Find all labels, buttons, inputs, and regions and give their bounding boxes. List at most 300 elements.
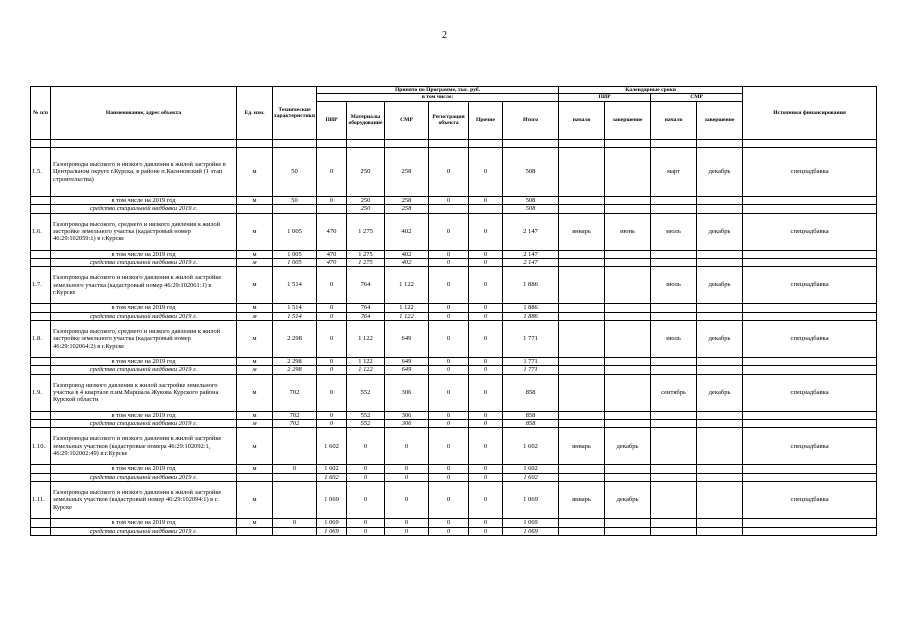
empty-cell xyxy=(605,205,651,213)
cell-pir-start: январь xyxy=(559,428,605,465)
cell-tech xyxy=(273,482,317,519)
cell-other: 0 xyxy=(469,267,503,304)
object-name: Газопровод низкого давления к жилой застройке земельного участка в 4 квартале п.им.Маршала Жукова Курского района Курской области xyxy=(51,374,237,411)
table-row xyxy=(31,321,877,358)
header-start-2: начало xyxy=(651,101,697,139)
empty-cell xyxy=(651,420,697,428)
funds-row xyxy=(31,527,877,535)
row-number: 1.8. xyxy=(31,321,51,358)
sub-cell-pir: 0 xyxy=(317,304,347,312)
cell-smr-end: декабрь xyxy=(697,213,743,250)
empty-cell xyxy=(697,527,743,535)
sub-cell-pir: 1 602 xyxy=(317,465,347,473)
empty-cell xyxy=(743,420,877,428)
sub-cell-unit: м xyxy=(237,304,273,312)
fund-label: средства специальной надбавки 2019 г. xyxy=(51,420,237,428)
header-unit: Ед. изм. xyxy=(237,87,273,140)
empty-cell xyxy=(605,465,651,473)
cell-tech: 2 298 xyxy=(273,321,317,358)
cell-unit: м xyxy=(237,267,273,304)
cell-pir-start xyxy=(559,374,605,411)
fund-label: средства специальной надбавки 2019 г. xyxy=(51,205,237,213)
empty-cell xyxy=(559,205,605,213)
cell-materials: 764 xyxy=(347,267,385,304)
funds-row xyxy=(31,420,877,428)
sub-cell-total: 1 069 xyxy=(503,519,559,527)
fund-label: средства специальной надбавки 2019 г. xyxy=(51,366,237,374)
sub-cell-total: 1 886 xyxy=(503,304,559,312)
sub-cell-tech: 50 xyxy=(273,196,317,204)
spacer-cell xyxy=(503,139,559,147)
fund-cell-smr: 0 xyxy=(385,527,429,535)
funds-row xyxy=(31,473,877,481)
sub-cell-tech: 1 514 xyxy=(273,304,317,312)
fund-cell-smr: 649 xyxy=(385,366,429,374)
empty-cell xyxy=(651,411,697,419)
year-subtotal-row xyxy=(31,411,877,419)
cell-registration: 0 xyxy=(429,374,469,411)
fund-cell-pir: 0 xyxy=(317,312,347,320)
fund-label: средства специальной надбавки 2019 г. xyxy=(51,312,237,320)
empty-cell xyxy=(559,366,605,374)
empty-cell xyxy=(743,196,877,204)
sub-cell-unit: м xyxy=(237,358,273,366)
empty-cell xyxy=(651,312,697,320)
cell-pir: 0 xyxy=(317,267,347,304)
sub-cell-other: 0 xyxy=(469,358,503,366)
spacer-cell xyxy=(697,139,743,147)
empty-cell xyxy=(651,358,697,366)
empty-cell xyxy=(743,527,877,535)
sub-cell-registration: 0 xyxy=(429,358,469,366)
fund-cell-tech: 2 298 xyxy=(273,366,317,374)
fund-cell-other: 0 xyxy=(469,366,503,374)
cell-smr: 0 xyxy=(385,482,429,519)
empty-cell xyxy=(651,519,697,527)
cell-smr-start: июль xyxy=(651,267,697,304)
empty-cell xyxy=(697,473,743,481)
cell-pir: 1 602 xyxy=(317,428,347,465)
cell-pir: 0 xyxy=(317,374,347,411)
cell-unit: м xyxy=(237,147,273,196)
cell-pir-end: июнь xyxy=(605,213,651,250)
cell-source: спецнадбавка xyxy=(743,267,877,304)
empty-cell xyxy=(743,366,877,374)
spacer-cell xyxy=(31,139,51,147)
fund-cell-total: 858 xyxy=(503,420,559,428)
empty-cell xyxy=(559,196,605,204)
empty-cell xyxy=(559,420,605,428)
cell-smr-end: декабрь xyxy=(697,267,743,304)
object-name: Газопроводы высокого и низкого давления к жилой застройке земельного участка (кадастровый номер 46:29:102061:1) в г.Курске xyxy=(51,267,237,304)
empty-cell xyxy=(31,358,51,366)
sub-cell-total: 2 147 xyxy=(503,250,559,258)
cell-smr: 306 xyxy=(385,374,429,411)
empty-cell xyxy=(559,473,605,481)
year-subtotal-row xyxy=(31,465,877,473)
year-subtotal-row xyxy=(31,250,877,258)
cell-other: 0 xyxy=(469,374,503,411)
spacer-cell xyxy=(347,139,385,147)
fund-cell-total: 1 771 xyxy=(503,366,559,374)
sub-cell-registration: 0 xyxy=(429,519,469,527)
cell-smr: 649 xyxy=(385,321,429,358)
empty-cell xyxy=(31,527,51,535)
cell-tech xyxy=(273,428,317,465)
cell-pir-start xyxy=(559,267,605,304)
spacer-cell xyxy=(559,139,605,147)
cell-pir-end: декабрь xyxy=(605,482,651,519)
header-cal-pir: ПИР xyxy=(559,94,651,101)
sub-cell-materials: 0 xyxy=(347,465,385,473)
empty-cell xyxy=(697,250,743,258)
fund-cell-smr: 258 xyxy=(385,205,429,213)
cell-source: спецнадбавка xyxy=(743,428,877,465)
cell-total: 1 069 xyxy=(503,482,559,519)
sub-cell-smr: 0 xyxy=(385,519,429,527)
sub-cell-total: 508 xyxy=(503,196,559,204)
empty-cell xyxy=(605,519,651,527)
row-number: 1.11. xyxy=(31,482,51,519)
sub-label: в том числе на 2019 год xyxy=(51,196,237,204)
fund-cell-total: 508 xyxy=(503,205,559,213)
funds-row xyxy=(31,205,877,213)
cell-other: 0 xyxy=(469,213,503,250)
cell-smr-start xyxy=(651,428,697,465)
spacer-cell xyxy=(237,139,273,147)
sub-cell-total: 1 771 xyxy=(503,358,559,366)
empty-cell xyxy=(559,250,605,258)
empty-cell xyxy=(31,519,51,527)
cell-source: спецнадбавка xyxy=(743,213,877,250)
cell-smr-start: июль xyxy=(651,321,697,358)
empty-cell xyxy=(651,366,697,374)
fund-cell-tech xyxy=(273,527,317,535)
cell-registration: 0 xyxy=(429,147,469,196)
cell-pir-end xyxy=(605,321,651,358)
fund-label: средства специальной надбавки 2019 г. xyxy=(51,473,237,481)
cell-other: 0 xyxy=(469,321,503,358)
empty-cell xyxy=(559,258,605,266)
sub-cell-smr: 402 xyxy=(385,250,429,258)
header-name: Наименование, адрес объекта xyxy=(51,87,237,140)
fund-cell-other: 0 xyxy=(469,527,503,535)
object-name: Газопроводы высокого и низкого давления к жилой застройке земельных участков (кадастровые номера 46:29:102092:1, 46:29:102002:49) в г.Курске xyxy=(51,428,237,465)
empty-cell xyxy=(559,312,605,320)
sub-cell-other: 0 xyxy=(469,250,503,258)
empty-cell xyxy=(605,304,651,312)
empty-cell xyxy=(743,250,877,258)
sub-label: в том числе на 2019 год xyxy=(51,358,237,366)
empty-cell xyxy=(605,527,651,535)
fund-cell-smr: 0 xyxy=(385,473,429,481)
empty-cell xyxy=(697,304,743,312)
empty-cell xyxy=(559,465,605,473)
cell-pir-end xyxy=(605,147,651,196)
empty-cell xyxy=(697,196,743,204)
fund-cell-tech: 1 005 xyxy=(273,258,317,266)
table-row xyxy=(31,213,877,250)
year-subtotal-row xyxy=(31,358,877,366)
table-row xyxy=(31,428,877,465)
sub-cell-tech: 702 xyxy=(273,411,317,419)
sub-cell-total: 858 xyxy=(503,411,559,419)
header-smr: СМР xyxy=(385,101,429,139)
sub-cell-pir: 0 xyxy=(317,358,347,366)
fund-label: средства специальной надбавки 2019 г. xyxy=(51,258,237,266)
fund-cell-materials: 250 xyxy=(347,205,385,213)
fund-cell-pir: 470 xyxy=(317,258,347,266)
empty-cell xyxy=(31,258,51,266)
fund-cell-registration: 0 xyxy=(429,420,469,428)
sub-cell-registration: 0 xyxy=(429,250,469,258)
fund-cell-unit xyxy=(237,527,273,535)
sub-cell-tech: 1 005 xyxy=(273,250,317,258)
fund-cell-pir: 1 602 xyxy=(317,473,347,481)
cell-registration: 0 xyxy=(429,482,469,519)
cell-source: спецнадбавка xyxy=(743,482,877,519)
spacer-cell xyxy=(273,139,317,147)
empty-cell xyxy=(697,258,743,266)
empty-cell xyxy=(559,519,605,527)
empty-cell xyxy=(605,250,651,258)
empty-cell xyxy=(697,358,743,366)
empty-cell xyxy=(31,205,51,213)
empty-cell xyxy=(743,205,877,213)
empty-cell xyxy=(31,473,51,481)
cell-smr: 402 xyxy=(385,213,429,250)
fund-cell-tech: 1 514 xyxy=(273,312,317,320)
page-number: 2 xyxy=(442,30,447,41)
year-subtotal-row xyxy=(31,304,877,312)
cell-pir-end xyxy=(605,374,651,411)
header-materials: Материалы оборудование xyxy=(347,101,385,139)
empty-cell xyxy=(651,304,697,312)
empty-cell xyxy=(651,250,697,258)
empty-cell xyxy=(605,196,651,204)
fund-cell-registration: 0 xyxy=(429,258,469,266)
spacer-cell xyxy=(51,139,237,147)
cell-smr-start: сентябрь xyxy=(651,374,697,411)
empty-cell xyxy=(559,411,605,419)
fund-cell-materials: 1 122 xyxy=(347,366,385,374)
empty-cell xyxy=(31,196,51,204)
cell-pir: 0 xyxy=(317,321,347,358)
cell-materials: 552 xyxy=(347,374,385,411)
fund-cell-pir: 0 xyxy=(317,420,347,428)
sub-cell-smr: 306 xyxy=(385,411,429,419)
header-accepted: Принято по Программе, тыс. руб. xyxy=(317,87,559,94)
empty-cell xyxy=(605,312,651,320)
header-incl: в том числе: xyxy=(317,94,559,101)
fund-cell-tech xyxy=(273,473,317,481)
header-start-1: начало xyxy=(559,101,605,139)
fund-cell-tech: 702 xyxy=(273,420,317,428)
cell-tech: 702 xyxy=(273,374,317,411)
fund-cell-materials: 552 xyxy=(347,420,385,428)
fund-cell-pir xyxy=(317,205,347,213)
empty-cell xyxy=(697,420,743,428)
cell-other: 0 xyxy=(469,428,503,465)
fund-cell-registration xyxy=(429,205,469,213)
cell-smr-end: декабрь xyxy=(697,147,743,196)
sub-cell-smr: 1 122 xyxy=(385,304,429,312)
row-number: 1.6. xyxy=(31,213,51,250)
fund-cell-smr: 402 xyxy=(385,258,429,266)
header-cal-smr: СМР xyxy=(651,94,743,101)
funds-row xyxy=(31,312,877,320)
cell-total: 1 602 xyxy=(503,428,559,465)
table-row xyxy=(31,482,877,519)
spacer-cell xyxy=(651,139,697,147)
empty-cell xyxy=(743,411,877,419)
cell-smr: 0 xyxy=(385,428,429,465)
fund-cell-total: 1 886 xyxy=(503,312,559,320)
sub-cell-materials: 1 122 xyxy=(347,358,385,366)
cell-pir: 470 xyxy=(317,213,347,250)
funds-row xyxy=(31,258,877,266)
cell-tech: 1 514 xyxy=(273,267,317,304)
sub-cell-materials: 1 275 xyxy=(347,250,385,258)
fund-cell-smr: 1 122 xyxy=(385,312,429,320)
cell-unit: м xyxy=(237,428,273,465)
empty-cell xyxy=(743,465,877,473)
empty-cell xyxy=(651,258,697,266)
sub-cell-materials: 0 xyxy=(347,519,385,527)
object-name: Газопроводы высокого, среднего и низкого давления к жилой застройке земельного участка (кадастровый номер 46:29:102064:2) в г.Курске xyxy=(51,321,237,358)
empty-cell xyxy=(697,205,743,213)
fund-cell-materials: 0 xyxy=(347,527,385,535)
empty-cell xyxy=(605,411,651,419)
sub-cell-pir: 470 xyxy=(317,250,347,258)
empty-cell xyxy=(697,519,743,527)
sub-cell-pir: 1 069 xyxy=(317,519,347,527)
sub-cell-registration: 0 xyxy=(429,304,469,312)
sub-cell-tech: 0 xyxy=(273,465,317,473)
header-pir: ПИР xyxy=(317,101,347,139)
sub-cell-tech: 0 xyxy=(273,519,317,527)
header-other: Прочие xyxy=(469,101,503,139)
sub-cell-total: 1 602 xyxy=(503,465,559,473)
fund-cell-unit: м xyxy=(237,312,273,320)
cell-materials: 250 xyxy=(347,147,385,196)
empty-cell xyxy=(31,411,51,419)
cell-registration: 0 xyxy=(429,428,469,465)
sub-label: в том числе на 2019 год xyxy=(51,519,237,527)
empty-cell xyxy=(31,312,51,320)
row-number: 1.10. xyxy=(31,428,51,465)
cell-total: 1 771 xyxy=(503,321,559,358)
table-row xyxy=(31,147,877,196)
cell-pir-start xyxy=(559,147,605,196)
fund-cell-other: 0 xyxy=(469,473,503,481)
cell-pir-start: январь xyxy=(559,213,605,250)
fund-cell-unit: м xyxy=(237,420,273,428)
cell-pir: 0 xyxy=(317,147,347,196)
cell-tech: 1 005 xyxy=(273,213,317,250)
cell-total: 858 xyxy=(503,374,559,411)
fund-cell-total: 1 602 xyxy=(503,473,559,481)
fund-cell-registration: 0 xyxy=(429,312,469,320)
sub-label: в том числе на 2019 год xyxy=(51,304,237,312)
empty-cell xyxy=(31,366,51,374)
spacer-cell xyxy=(429,139,469,147)
cell-registration: 0 xyxy=(429,267,469,304)
sub-cell-other: 0 xyxy=(469,304,503,312)
fund-cell-pir: 0 xyxy=(317,366,347,374)
cell-materials: 0 xyxy=(347,482,385,519)
year-subtotal-row xyxy=(31,196,877,204)
cell-materials: 1 122 xyxy=(347,321,385,358)
cell-other: 0 xyxy=(469,147,503,196)
cell-pir-end: декабрь xyxy=(605,428,651,465)
fund-cell-unit: м xyxy=(237,366,273,374)
cell-smr: 258 xyxy=(385,147,429,196)
empty-cell xyxy=(697,312,743,320)
table-row xyxy=(31,374,877,411)
sub-label: в том числе на 2019 год xyxy=(51,250,237,258)
cell-unit: м xyxy=(237,482,273,519)
cell-smr-end: декабрь xyxy=(697,321,743,358)
funds-row xyxy=(31,366,877,374)
sub-cell-unit: м xyxy=(237,196,273,204)
header-source: Источники финансирования xyxy=(743,87,877,140)
sub-cell-smr: 649 xyxy=(385,358,429,366)
sub-cell-materials: 764 xyxy=(347,304,385,312)
cell-other: 0 xyxy=(469,482,503,519)
cell-pir: 1 069 xyxy=(317,482,347,519)
empty-cell xyxy=(559,358,605,366)
object-name: Газопроводы высокого и низкого давления к жилой застройке в Центральном округе г.Курска, в районе п.Касиновский (1 этап строительства) xyxy=(51,147,237,196)
sub-cell-unit: м xyxy=(237,465,273,473)
header-tech: Технические характеристики xyxy=(273,87,317,140)
header-total: Итого xyxy=(503,101,559,139)
cell-total: 2 147 xyxy=(503,213,559,250)
fund-cell-materials: 0 xyxy=(347,473,385,481)
fund-cell-unit xyxy=(237,473,273,481)
empty-cell xyxy=(651,527,697,535)
fund-cell-unit xyxy=(237,205,273,213)
empty-cell xyxy=(697,465,743,473)
spacer-cell xyxy=(385,139,429,147)
header-num: № п/п xyxy=(31,87,51,140)
sub-cell-registration: 0 xyxy=(429,411,469,419)
empty-cell xyxy=(743,519,877,527)
fund-cell-materials: 764 xyxy=(347,312,385,320)
sub-cell-tech: 2 298 xyxy=(273,358,317,366)
empty-cell xyxy=(31,250,51,258)
cell-total: 1 886 xyxy=(503,267,559,304)
cell-materials: 0 xyxy=(347,428,385,465)
sub-cell-materials: 250 xyxy=(347,196,385,204)
fund-cell-total: 1 069 xyxy=(503,527,559,535)
sub-cell-other: 0 xyxy=(469,196,503,204)
row-number: 1.7. xyxy=(31,267,51,304)
empty-cell xyxy=(743,304,877,312)
fund-cell-tech xyxy=(273,205,317,213)
empty-cell xyxy=(743,358,877,366)
empty-cell xyxy=(651,473,697,481)
header-registration: Регистрация объекта xyxy=(429,101,469,139)
cell-unit: м xyxy=(237,374,273,411)
empty-cell xyxy=(651,205,697,213)
cell-smr-end xyxy=(697,482,743,519)
fund-cell-registration: 0 xyxy=(429,473,469,481)
cell-smr-start: июль xyxy=(651,213,697,250)
empty-cell xyxy=(605,258,651,266)
row-number: 1.5. xyxy=(31,147,51,196)
sub-cell-other: 0 xyxy=(469,411,503,419)
